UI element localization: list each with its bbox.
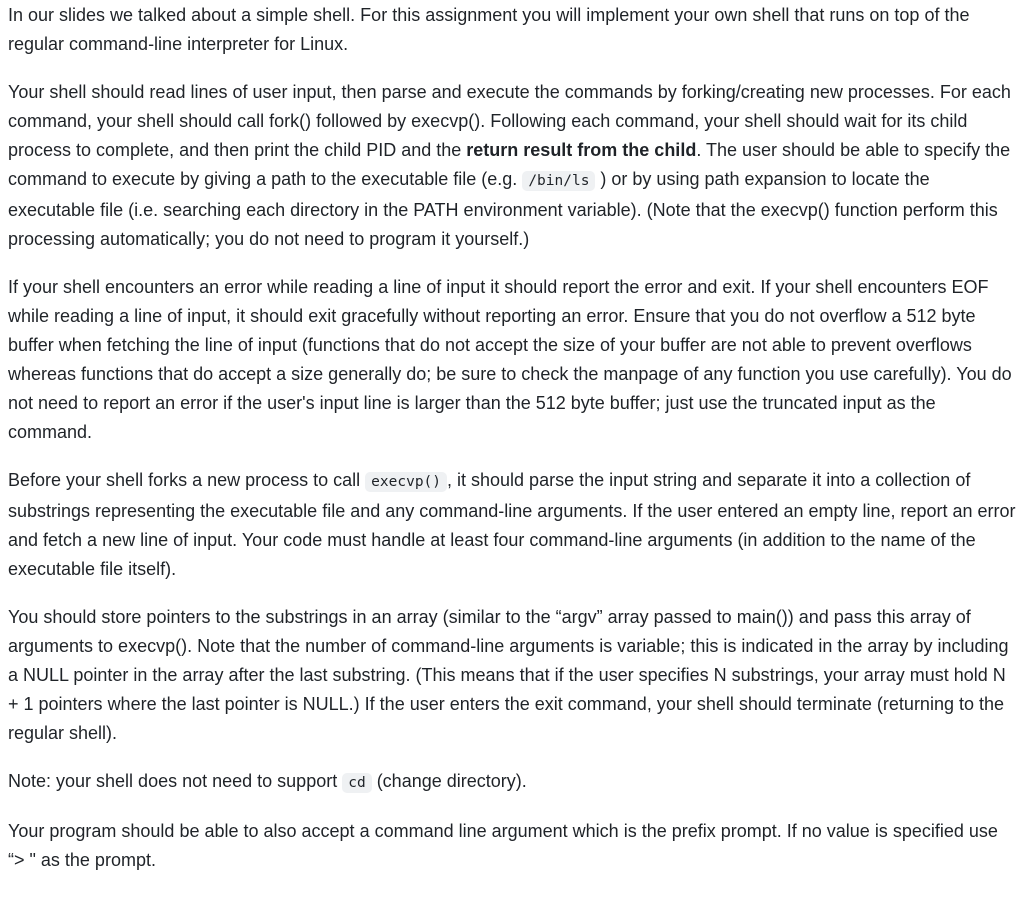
cd-code: cd — [342, 773, 371, 793]
cd-note-text-b: (change directory). — [371, 771, 527, 791]
execution-text-a: Your shell should read lines of user input, then parse and execute the commands by forking/creating new processes. For each command, your shell should call fork() followed by execvp(). Following each command, your shell should wait for its child process to complete, and then print the child PID and the — [8, 82, 1011, 160]
parsing-text-a: Before your shell forks a new process to call — [8, 470, 366, 490]
execution-text-c: ) or by using path expansion to locate the executable file (i.e. searching each directory in the PATH environment variable). (Note that the execvp() function perform this processing automatically; you do not need to program it yourself.) — [8, 169, 998, 249]
execvp-code: execvp() — [365, 472, 447, 492]
parsing-paragraph — [8, 466, 1016, 584]
execution-paragraph — [8, 78, 1016, 254]
argv-paragraph: You should store pointers to the substrings in an array (similar to the “argv” array passed to main()) and pass this array of arguments to execvp(). Note that the number of command-line arguments is variable; this is indicated in the array by including a NULL pointer in the array after the last substring. (This means that if the user specifies N substrings, your array must hold N + 1 pointers where the last pointer is NULL.) If the user enters the exit command, your shell should terminate (returning to the regular shell). — [8, 607, 1009, 743]
error-handling-paragraph: If your shell encounters an error while reading a line of input it should report the error and exit. If your shell encounters EOF while reading a line of input, it should exit gracefully without reporting an error. Ensure that you do not overflow a 512 byte buffer when fetching the line of input (functions that do not accept the size of your buffer are not able to prevent overflows whereas functions that do accept a size generally do; be sure to check the manpage of any function you use carefully). You do not need to report an error if the user's input line is larger than the 512 byte buffer; just use the truncated input as the command. — [8, 277, 1012, 442]
cd-note-paragraph — [8, 767, 1016, 798]
intro-paragraph: In our slides we talked about a simple shell. For this assignment you will implement your own shell that runs on top of the regular command-line interpreter for Linux. — [8, 5, 970, 54]
prompt-paragraph: Your program should be able to also accept a command line argument which is the prefix prompt. If no value is specified use “> " as the prompt. — [8, 821, 998, 870]
parsing-text-b: , it should parse the input string and separate it into a collection of substrings representing the executable file and any command-line arguments. If the user entered an empty line, report an error and fetch a new line of input. Your code must handle at least four command-line arguments (in addition to the name of the executable file itself). — [8, 470, 1016, 579]
execution-bold-text: return result from the child — [466, 140, 697, 160]
bin-ls-code: /bin/ls — [522, 171, 595, 191]
cd-note-text-a: Note: your shell does not need to support — [8, 771, 343, 791]
execution-text-b: . The user should be able to specify the command to execute by giving a path to the executable file (e.g. — [8, 140, 1011, 189]
